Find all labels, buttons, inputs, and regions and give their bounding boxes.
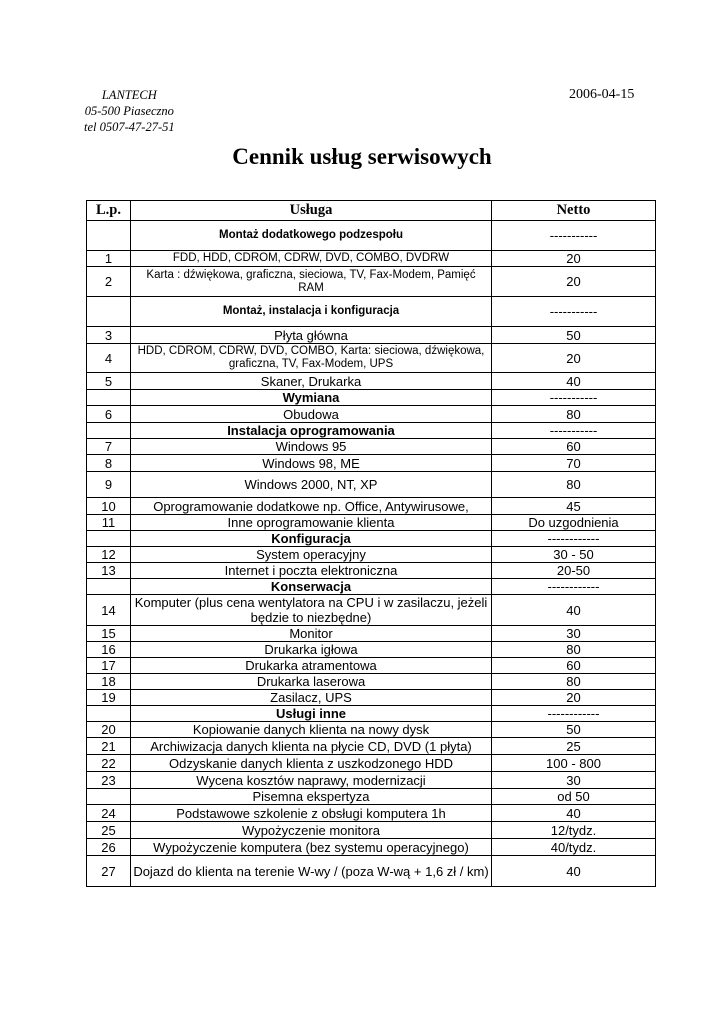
row-price: 20-50 bbox=[492, 563, 656, 579]
row-number: 3 bbox=[87, 327, 131, 344]
row-service: Odzyskanie danych klienta z uszkodzonego HDD bbox=[131, 755, 492, 772]
row-price: 40 bbox=[492, 595, 656, 626]
row-price: od 50 bbox=[492, 789, 656, 805]
row-number: 18 bbox=[87, 674, 131, 690]
table-row bbox=[87, 472, 656, 498]
table-row bbox=[87, 722, 656, 738]
table-row bbox=[87, 674, 656, 690]
row-price: 60 bbox=[492, 439, 656, 455]
row-price: 80 bbox=[492, 642, 656, 658]
table-row bbox=[87, 738, 656, 755]
table-row bbox=[87, 439, 656, 455]
column-header-lp: L.p. bbox=[87, 201, 131, 221]
row-service: Archiwizacja danych klienta na płycie CD, DVD (1 płyta) bbox=[131, 738, 492, 755]
row-price: 80 bbox=[492, 674, 656, 690]
row-price: 50 bbox=[492, 327, 656, 344]
section-row bbox=[87, 579, 656, 595]
row-number: 8 bbox=[87, 455, 131, 472]
row-number: 24 bbox=[87, 805, 131, 822]
document-date: 2006-04-15 bbox=[569, 87, 635, 102]
table-row bbox=[87, 772, 656, 789]
row-price: ----------- bbox=[492, 297, 656, 327]
table-row bbox=[87, 642, 656, 658]
row-price: ----------- bbox=[492, 221, 656, 251]
row-service: Oprogramowanie dodatkowe np. Office, Antywirusowe, bbox=[131, 498, 492, 515]
table-row bbox=[87, 626, 656, 642]
row-price: ----------- bbox=[492, 423, 656, 439]
row-service: Windows 2000, NT, XP bbox=[131, 472, 492, 498]
row-service: Karta : dźwiękowa, graficzna, sieciowa, TV, Fax-Modem, Pamięć RAM bbox=[131, 267, 492, 297]
row-number bbox=[87, 789, 131, 805]
row-number bbox=[87, 390, 131, 406]
row-service: Montaż, instalacja i konfiguracja bbox=[131, 297, 492, 327]
row-price: 30 bbox=[492, 772, 656, 789]
row-number: 7 bbox=[87, 439, 131, 455]
row-number: 13 bbox=[87, 563, 131, 579]
company-phone: tel 0507-47-27-51 bbox=[84, 120, 175, 134]
table-body bbox=[87, 221, 656, 887]
row-service: Płyta główna bbox=[131, 327, 492, 344]
price-table bbox=[86, 200, 656, 887]
row-service: HDD, CDROM, CDRW, DVD, COMBO, Karta: sieciowa, dźwiękowa, graficzna, TV, Fax-Modem, UPS bbox=[131, 344, 492, 373]
row-service: Drukarka laserowa bbox=[131, 674, 492, 690]
row-service: Komputer (plus cena wentylatora na CPU i w zasilaczu, jeżeli będzie to niezbędne) bbox=[131, 595, 492, 626]
table-row bbox=[87, 690, 656, 706]
table-row bbox=[87, 547, 656, 563]
row-number: 26 bbox=[87, 839, 131, 856]
table-row bbox=[87, 498, 656, 515]
row-service: Pisemna ekspertyza bbox=[131, 789, 492, 805]
row-number: 9 bbox=[87, 472, 131, 498]
table-row bbox=[87, 755, 656, 772]
row-number: 5 bbox=[87, 373, 131, 390]
row-price: 20 bbox=[492, 251, 656, 267]
row-service: Konserwacja bbox=[131, 579, 492, 595]
row-number bbox=[87, 297, 131, 327]
company-address: 05-500 Piaseczno bbox=[84, 104, 174, 118]
section-row bbox=[87, 221, 656, 251]
row-number: 15 bbox=[87, 626, 131, 642]
row-price: 100 - 800 bbox=[492, 755, 656, 772]
row-price: 60 bbox=[492, 658, 656, 674]
row-number: 20 bbox=[87, 722, 131, 738]
row-number: 6 bbox=[87, 406, 131, 423]
section-row bbox=[87, 423, 656, 439]
row-price: 70 bbox=[492, 455, 656, 472]
row-number: 19 bbox=[87, 690, 131, 706]
row-service: Podstawowe szkolenie z obsługi komputera 1h bbox=[131, 805, 492, 822]
row-number: 14 bbox=[87, 595, 131, 626]
row-number: 25 bbox=[87, 822, 131, 839]
table-row bbox=[87, 344, 656, 373]
company-info bbox=[84, 87, 175, 135]
row-number bbox=[87, 423, 131, 439]
row-price: Do uzgodnienia bbox=[492, 515, 656, 531]
section-row bbox=[87, 390, 656, 406]
row-service: Kopiowanie danych klienta na nowy dysk bbox=[131, 722, 492, 738]
row-service: Drukarka atramentowa bbox=[131, 658, 492, 674]
table-row bbox=[87, 515, 656, 531]
column-header-service: Usługa bbox=[131, 201, 492, 221]
table-row bbox=[87, 327, 656, 344]
section-row bbox=[87, 706, 656, 722]
row-price: 30 - 50 bbox=[492, 547, 656, 563]
row-number: 2 bbox=[87, 267, 131, 297]
column-header-price: Netto bbox=[492, 201, 656, 221]
row-service: Windows 95 bbox=[131, 439, 492, 455]
table-row bbox=[87, 658, 656, 674]
table-row bbox=[87, 595, 656, 626]
row-price: 25 bbox=[492, 738, 656, 755]
row-service: Skaner, Drukarka bbox=[131, 373, 492, 390]
row-service: Inne oprogramowanie klienta bbox=[131, 515, 492, 531]
row-number bbox=[87, 579, 131, 595]
row-service: Monitor bbox=[131, 626, 492, 642]
row-price: 40 bbox=[492, 805, 656, 822]
table-row bbox=[87, 373, 656, 390]
row-service: Wypożyczenie komputera (bez systemu operacyjnego) bbox=[131, 839, 492, 856]
row-price: 30 bbox=[492, 626, 656, 642]
row-price: 80 bbox=[492, 406, 656, 423]
row-number: 10 bbox=[87, 498, 131, 515]
row-price: 40/tydz. bbox=[492, 839, 656, 856]
table-row bbox=[87, 822, 656, 839]
table-row bbox=[87, 251, 656, 267]
row-service: Wycena kosztów naprawy, modernizacji bbox=[131, 772, 492, 789]
row-number: 23 bbox=[87, 772, 131, 789]
row-service: Montaż dodatkowego podzespołu bbox=[131, 221, 492, 251]
row-service: Windows 98, ME bbox=[131, 455, 492, 472]
table-row bbox=[87, 789, 656, 805]
row-number bbox=[87, 221, 131, 251]
row-service: Dojazd do klienta na terenie W-wy / (poza W-wą + 1,6 zł / km) bbox=[131, 856, 492, 887]
row-price: 12/tydz. bbox=[492, 822, 656, 839]
row-price: ------------ bbox=[492, 706, 656, 722]
row-service: Instalacja oprogramowania bbox=[131, 423, 492, 439]
row-number: 27 bbox=[87, 856, 131, 887]
row-number: 17 bbox=[87, 658, 131, 674]
table-row bbox=[87, 455, 656, 472]
row-service: FDD, HDD, CDROM, CDRW, DVD, COMBO, DVDRW bbox=[131, 251, 492, 267]
row-number: 21 bbox=[87, 738, 131, 755]
table-row bbox=[87, 406, 656, 423]
table-row bbox=[87, 839, 656, 856]
row-price: ------------ bbox=[492, 531, 656, 547]
page-title: Cennik usług serwisowych bbox=[232, 144, 492, 169]
row-service: Wypożyczenie monitora bbox=[131, 822, 492, 839]
row-number bbox=[87, 706, 131, 722]
row-service: Obudowa bbox=[131, 406, 492, 423]
table-row bbox=[87, 563, 656, 579]
row-price: 45 bbox=[492, 498, 656, 515]
table-row bbox=[87, 267, 656, 297]
table-row bbox=[87, 805, 656, 822]
section-row bbox=[87, 297, 656, 327]
row-service: System operacyjny bbox=[131, 547, 492, 563]
row-number bbox=[87, 531, 131, 547]
row-number: 4 bbox=[87, 344, 131, 373]
row-number: 1 bbox=[87, 251, 131, 267]
row-price: ------------ bbox=[492, 579, 656, 595]
row-price: ----------- bbox=[492, 390, 656, 406]
row-service: Usługi inne bbox=[131, 706, 492, 722]
row-price: 80 bbox=[492, 472, 656, 498]
row-price: 40 bbox=[492, 856, 656, 887]
row-service: Wymiana bbox=[131, 390, 492, 406]
row-price: 20 bbox=[492, 690, 656, 706]
row-service: Konfiguracja bbox=[131, 531, 492, 547]
row-price: 20 bbox=[492, 344, 656, 373]
section-row bbox=[87, 531, 656, 547]
row-number: 11 bbox=[87, 515, 131, 531]
row-number: 22 bbox=[87, 755, 131, 772]
row-service: Zasilacz, UPS bbox=[131, 690, 492, 706]
row-service: Drukarka igłowa bbox=[131, 642, 492, 658]
row-number: 12 bbox=[87, 547, 131, 563]
row-price: 20 bbox=[492, 267, 656, 297]
table-row bbox=[87, 856, 656, 887]
row-price: 40 bbox=[492, 373, 656, 390]
row-price: 50 bbox=[492, 722, 656, 738]
company-name: LANTECH bbox=[101, 88, 157, 102]
table-header-row bbox=[87, 201, 656, 221]
row-service: Internet i poczta elektroniczna bbox=[131, 563, 492, 579]
row-number: 16 bbox=[87, 642, 131, 658]
